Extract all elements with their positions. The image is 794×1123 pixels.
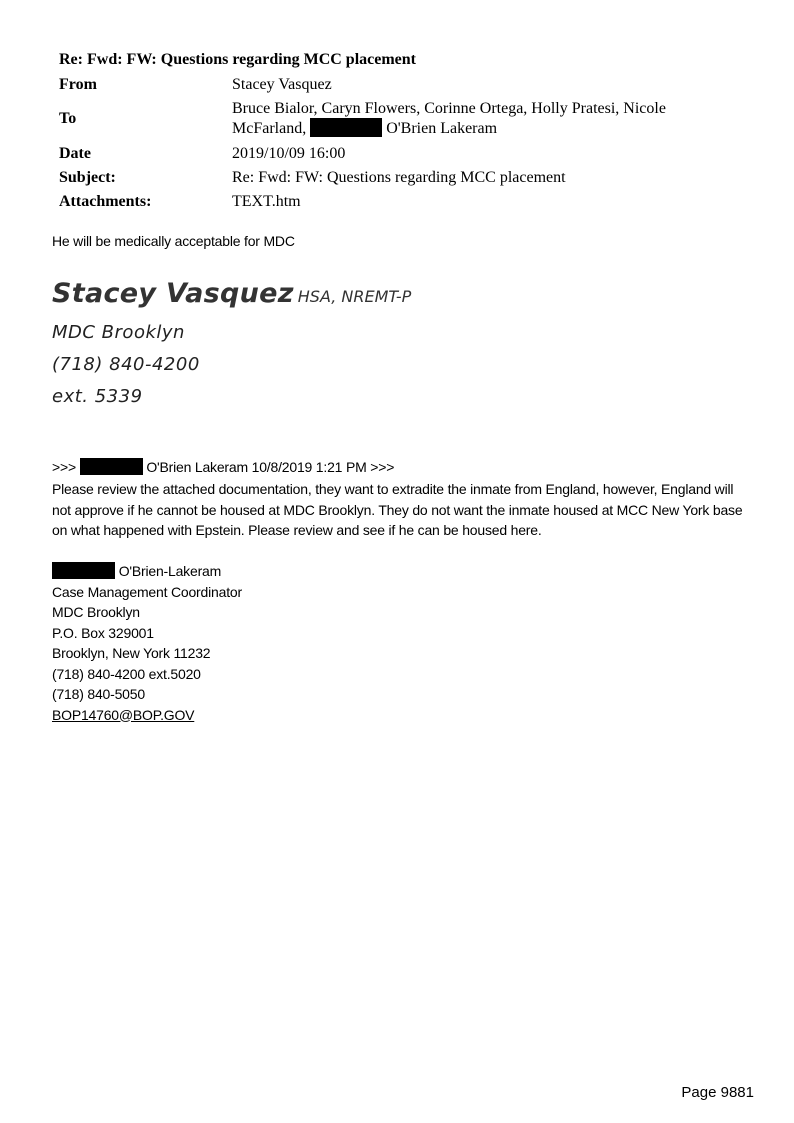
forwarded-signature — [52, 561, 242, 725]
signature-org: MDC Brooklyn — [52, 322, 185, 343]
attachments-value: TEXT.htm — [232, 192, 301, 210]
redaction-box — [310, 118, 382, 137]
signature-name-block — [52, 278, 411, 309]
fwd-sig-email-link[interactable]: BOP14760@BOP.GOV — [52, 706, 195, 723]
fwd-sig-name-line — [52, 561, 242, 582]
signature-ext: ext. 5339 — [52, 386, 143, 407]
fwd-sig-phone2: (718) 840-5050 — [52, 686, 145, 702]
forwarded-sender: O'Brien Lakeram 10/8/2019 1:21 PM >>> — [146, 459, 395, 475]
header-row-attachments — [59, 189, 739, 213]
to-line-2-post: O'Brien Lakeram — [386, 120, 498, 137]
redaction-box — [52, 562, 115, 579]
fwd-sig-org: MDC Brooklyn — [52, 604, 140, 620]
date-label: Date — [59, 144, 91, 162]
to-value — [232, 96, 739, 141]
from-label: From — [59, 75, 97, 93]
from-value: Stacey Vasquez — [232, 75, 332, 93]
subject-value: Re: Fwd: FW: Questions regarding MCC placement — [232, 168, 566, 186]
email-body-text: He will be medically acceptable for MDC — [52, 233, 295, 249]
email-subject-title: Re: Fwd: FW: Questions regarding MCC placement — [59, 51, 416, 68]
forwarded-message — [52, 479, 752, 541]
header-row-subject — [59, 165, 739, 189]
fwd-sig-title: Case Management Coordinator — [52, 583, 242, 600]
to-label: To — [59, 110, 77, 127]
signature-name: Stacey Vasquez — [52, 278, 294, 309]
forwarded-message-text: Please review the attached documentation, they want to extradite the inmate from England, however, England will not approve if he cannot be housed at MDC Brooklyn. They do not want the inmate housed at MCC New York base on what happened with Epstein. Please review and see if he can be housed here. — [52, 481, 743, 538]
fwd-sig-name: O'Brien-Lakeram — [118, 563, 222, 579]
forwarded-prefix: >>> — [52, 459, 76, 475]
fwd-sig-phone1: (718) 840-4200 ext.5020 — [52, 665, 201, 682]
forwarded-header — [52, 458, 394, 476]
to-line-1: Bruce Bialor, Caryn Flowers, Corinne Ortega, Holly Pratesi, Nicole — [232, 100, 666, 117]
to-line-2-pre: McFarland, — [232, 120, 307, 137]
fwd-sig-pobox: P.O. Box 329001 — [52, 624, 154, 641]
date-value: 2019/10/09 16:00 — [232, 144, 346, 162]
redaction-box — [80, 458, 143, 475]
subject-label: Subject: — [59, 168, 116, 186]
header-row-date — [59, 141, 739, 165]
header-row-from — [59, 72, 739, 96]
email-header-table — [59, 72, 739, 213]
to-line-2 — [232, 118, 739, 138]
signature-credentials: HSA, NREMT-P — [297, 287, 412, 306]
attachments-label: Attachments: — [59, 192, 152, 210]
signature-phone: (718) 840-4200 — [52, 354, 200, 375]
header-row-to — [59, 96, 739, 141]
fwd-sig-city: Brooklyn, New York 11232 — [52, 645, 211, 661]
page-number: Page 9881 — [681, 1084, 754, 1101]
